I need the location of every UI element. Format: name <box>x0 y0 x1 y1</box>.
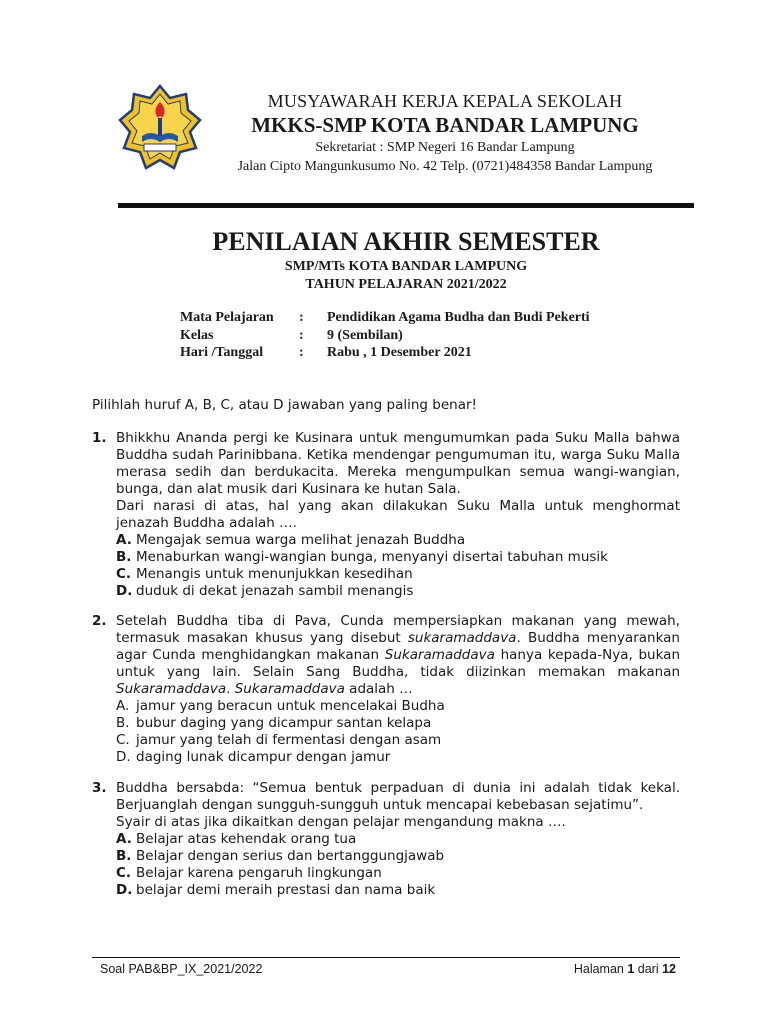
answer-option-b[interactable] <box>116 715 680 732</box>
instruction-text: Pilihlah huruf A, B, C, atau D jawaban yang paling benar! <box>92 397 477 413</box>
option-letter: A. <box>116 532 132 548</box>
question-1 <box>92 430 680 600</box>
school-logo <box>118 84 202 176</box>
question-number: 1. <box>92 430 107 446</box>
info-colon: : <box>299 345 304 360</box>
option-text: belajar demi meraih prestasi dan nama baik <box>136 882 436 898</box>
letterhead <box>210 90 680 176</box>
info-value: Rabu , 1 Desember 2021 <box>327 345 472 360</box>
exam-title: PENILAIAN AKHIR SEMESTER <box>212 227 600 256</box>
footer-doc-code: Soal PAB&BP_IX_2021/2022 <box>100 962 263 976</box>
option-text: Menaburkan wangi-wangian bunga, menyanyi disertai tabuhan musik <box>136 549 608 565</box>
info-label: Hari /Tanggal <box>180 345 264 360</box>
exam-title-block <box>118 226 694 294</box>
answer-options <box>116 698 680 766</box>
option-text: jamur yang telah di fermentasi dengan asam <box>136 732 442 748</box>
secretariat-line: Sekretariat : SMP Negeri 16 Bandar Lampung <box>315 140 575 155</box>
italic-term: sukaramaddava <box>407 630 517 646</box>
organization-name: MKKS-SMP KOTA BANDAR LAMPUNG <box>251 113 639 137</box>
answer-option-d[interactable] <box>116 882 680 899</box>
current-page: 1 <box>627 962 635 976</box>
exam-info <box>180 309 590 362</box>
info-label: Kelas <box>180 327 214 343</box>
option-text: Menangis untuk menunjukkan kesedihan <box>136 566 413 582</box>
italic-term: Sukaramaddava <box>116 681 227 697</box>
info-label: Mata Pelajaran <box>180 310 274 325</box>
option-letter: A. <box>116 698 130 714</box>
option-letter: B. <box>116 549 132 565</box>
option-text: jamur yang beracun untuk mencelakai Budha <box>136 698 445 714</box>
option-letter: B. <box>116 848 132 864</box>
question-prompt: Dari narasi di atas, hal yang akan dilakukan Suku Malla untuk menghormat jenazah Buddha adalah …. <box>116 498 680 531</box>
option-text: Belajar dengan serius dan bertanggungjawab <box>136 848 445 864</box>
option-letter: D. <box>116 749 131 765</box>
info-row-class <box>180 327 590 345</box>
total-pages: 12 <box>662 962 676 976</box>
exam-subtitle-school: SMP/MTs KOTA BANDAR LAMPUNG <box>284 259 528 274</box>
answer-option-b[interactable] <box>116 549 680 566</box>
info-value: Pendidikan Agama Budha dan Budi Pekerti <box>327 310 590 325</box>
question-text: Setelah Buddha tiba di Pava, Cunda mempersiapkan makanan yang mewah, termasuk masakan khusus yang disebut sukaramaddava. Buddha menyarankan agar Cunda menghidangkan makanan Sukaramaddava hanya kepada-Nya, bukan untuk yang lain. Selain Sang Buddha, tidak diizinkan memakan makanan Sukaramaddava. Sukaramaddava adalah … <box>116 613 681 697</box>
option-text: Belajar karena pengaruh lingkungan <box>136 865 382 881</box>
exam-subtitle-year: TAHUN PELAJARAN 2021/2022 <box>305 277 507 292</box>
question-text: Buddha bersabda: “Semua bentuk perpaduan di dunia ini adalah tidak kekal. Berjuanglah dengan sungguh-sungguh untuk mencapai kebebasan sejatimu”. <box>116 780 680 813</box>
question-text: Bhikkhu Ananda pergi ke Kusinara untuk mengumumkan pada Suku Malla bahwa Buddha sudah Parinibbana. Ketika mendengar pengumuman itu, warga Suku Malla merasa sedih dan berdukacita. Mereka mengumpulkan semua wangi-wangian, bunga, dan alat musik dari Kusinara ke hutan Sala. <box>116 430 680 497</box>
answer-option-c[interactable] <box>116 566 680 583</box>
question-3 <box>92 780 680 899</box>
option-text: duduk di dekat jenazah sambil menangis <box>136 583 414 599</box>
option-letter: C. <box>116 566 132 582</box>
option-text: bubur daging yang dicampur santan kelapa <box>136 715 432 731</box>
answer-option-c[interactable] <box>116 732 680 749</box>
option-letter: B. <box>116 715 130 731</box>
option-letter: C. <box>116 732 130 748</box>
info-row-date <box>180 344 590 362</box>
option-letter: D. <box>116 882 133 898</box>
answer-option-a[interactable] <box>116 831 680 848</box>
info-value: 9 (Sembilan) <box>327 327 403 343</box>
question-number: 2. <box>92 613 107 629</box>
answer-option-a[interactable] <box>116 698 680 715</box>
answer-option-a[interactable] <box>116 532 680 549</box>
info-colon: : <box>299 327 304 343</box>
answer-option-b[interactable] <box>116 848 680 865</box>
italic-term: Sukaramaddava <box>384 647 495 663</box>
answer-option-d[interactable] <box>116 583 680 600</box>
address-line: Jalan Cipto Mangunkusumo No. 42 Telp. (0721)484358 Bandar Lampung <box>237 159 653 174</box>
option-text: daging lunak dicampur dengan jamur <box>136 749 391 765</box>
option-letter: D. <box>116 583 133 599</box>
header-divider <box>118 203 694 208</box>
option-letter: C. <box>116 865 132 881</box>
answer-option-d[interactable] <box>116 749 680 766</box>
answer-options <box>116 831 680 899</box>
info-row-subject <box>180 309 590 327</box>
italic-term: Sukaramaddava <box>234 681 345 697</box>
answer-options <box>116 532 680 600</box>
question-prompt: Syair di atas jika dikaitkan dengan pelajar mengandung makna …. <box>116 814 566 830</box>
answer-option-c[interactable] <box>116 865 680 882</box>
option-text: Belajar atas kehendak orang tua <box>136 831 357 847</box>
question-number: 3. <box>92 780 107 796</box>
page-indicator: Halaman 1 dari 12 <box>573 962 676 976</box>
option-text: Mengajak semua warga melihat jenazah Buddha <box>136 532 466 548</box>
footer-divider <box>92 957 680 958</box>
info-colon: : <box>299 310 304 325</box>
option-letter: A. <box>116 831 132 847</box>
association-name: MUSYAWARAH KERJA KEPALA SEKOLAH <box>267 91 623 111</box>
question-2 <box>92 613 680 766</box>
